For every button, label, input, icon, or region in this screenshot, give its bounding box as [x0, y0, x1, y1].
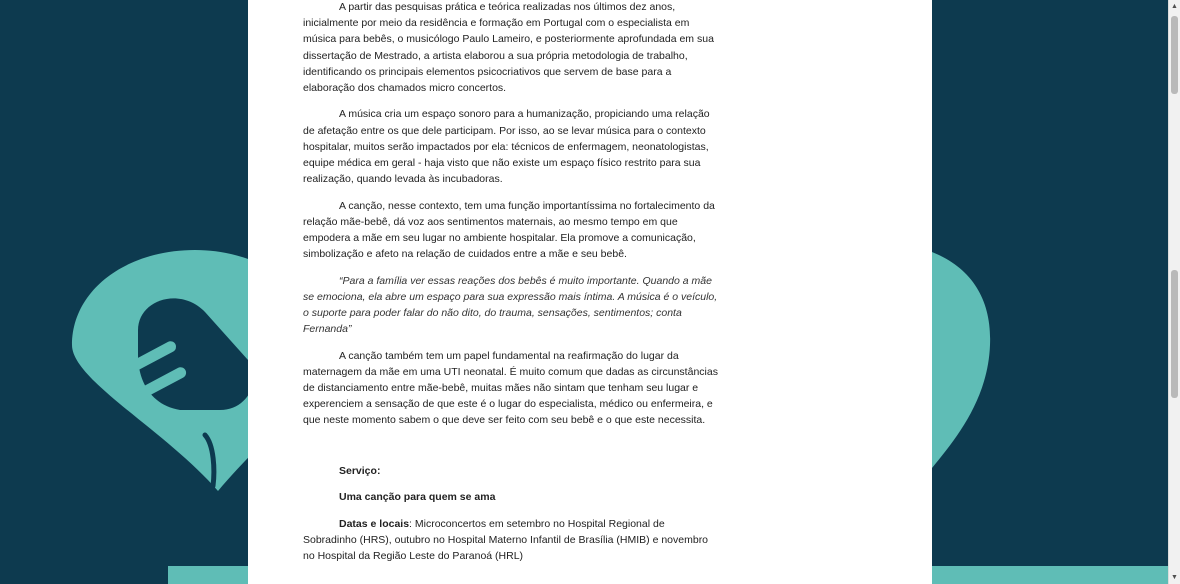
article-paragraph: A canção também tem um papel fundamental na reafirmação do lugar da maternagem da mãe em uma UTI neonatal. É muito comum que dadas as circunstâncias de distanciamento entre mãe-bebê, muitas mães não sintam que tenham seu lugar e experenciem a sensação de que este é o lugar do especialista, médico ou enfermeira, e que neste momento sabem o que deve ser feito com seu bebê e o que este necessita. [303, 349, 718, 427]
dates-text: : Microconcertos em setembro no Hospital Regional de Sobradinho (HRS), outubro no Hospital Materno Infantil de Brasília (HMIB) e novembro no Hospital da Região Leste do Paranoá (HRL) [303, 517, 709, 562]
section-spacer [303, 439, 718, 463]
article-body [303, 0, 718, 574]
background-letter-shape-right [932, 566, 1168, 584]
scroll-up-arrow-icon[interactable]: ▲ [1171, 3, 1178, 10]
scrollbar-thumb[interactable] [1171, 270, 1178, 398]
article-paragraph: A partir das pesquisas prática e teórica realizadas nos últimos dez anos, inicialmente por meio da residência e formação em Portugal com o especialista em música para bebês, o musicólogo Paulo Lameiro, e posteriormente aprofundada em sua dissertação de Mestrado, a artista elaborou a sua própria metodologia de trabalho, identificando os principais elementos psicocriativos que servem de base para a elaboração dos chamados micro concertos. [303, 1, 714, 95]
scroll-down-arrow-icon[interactable]: ▼ [1171, 574, 1178, 581]
service-heading [303, 463, 718, 479]
service-heading-text: Serviço: [339, 464, 381, 477]
article-quote: “Para a família ver essas reações dos bebês é muito importante. Quando a mãe se emociona, ela abre um espaço para sua expressão mais íntima. A música é o veículo, o suporte para poder falar do não dito, do trauma, sensações, sentimentos; conta Fernanda” [303, 274, 718, 336]
event-dates [303, 516, 718, 565]
event-title-text: Uma canção para quem se ama [339, 491, 496, 504]
dates-label: Datas e locais [339, 517, 410, 530]
background-letter-shape-left [168, 566, 248, 584]
event-title [303, 489, 718, 505]
article-paragraph: A canção, nesse contexto, tem uma função importantíssima no fortalecimento da relação mãe-bebê, dá voz aos sentimentos maternais, ao mesmo tempo em que empodera a mãe em seu lugar no ambiente hospitalar. Ela promove a comunicação, simbolização e afeto na relação de cuidados entre a mãe e seu bebê. [303, 199, 715, 261]
article-page [248, 0, 932, 584]
article-paragraph: A música cria um espaço sonoro para a humanização, propiciando uma relação de afetação entre os que dele participam. Por isso, ao se levar música para o contexto hospitalar, muitos serão impactados por ela: técnicos de enfermagem, neonatologistas, equipe médica em geral - haja visto que não existe um espaço físico restrito para sua realização, quando levada às incubadoras. [303, 108, 710, 186]
scrollbar-thumb-upper[interactable] [1171, 16, 1178, 94]
page-scrollbar[interactable] [1168, 0, 1180, 584]
background-pin-shape-right [932, 252, 990, 468]
